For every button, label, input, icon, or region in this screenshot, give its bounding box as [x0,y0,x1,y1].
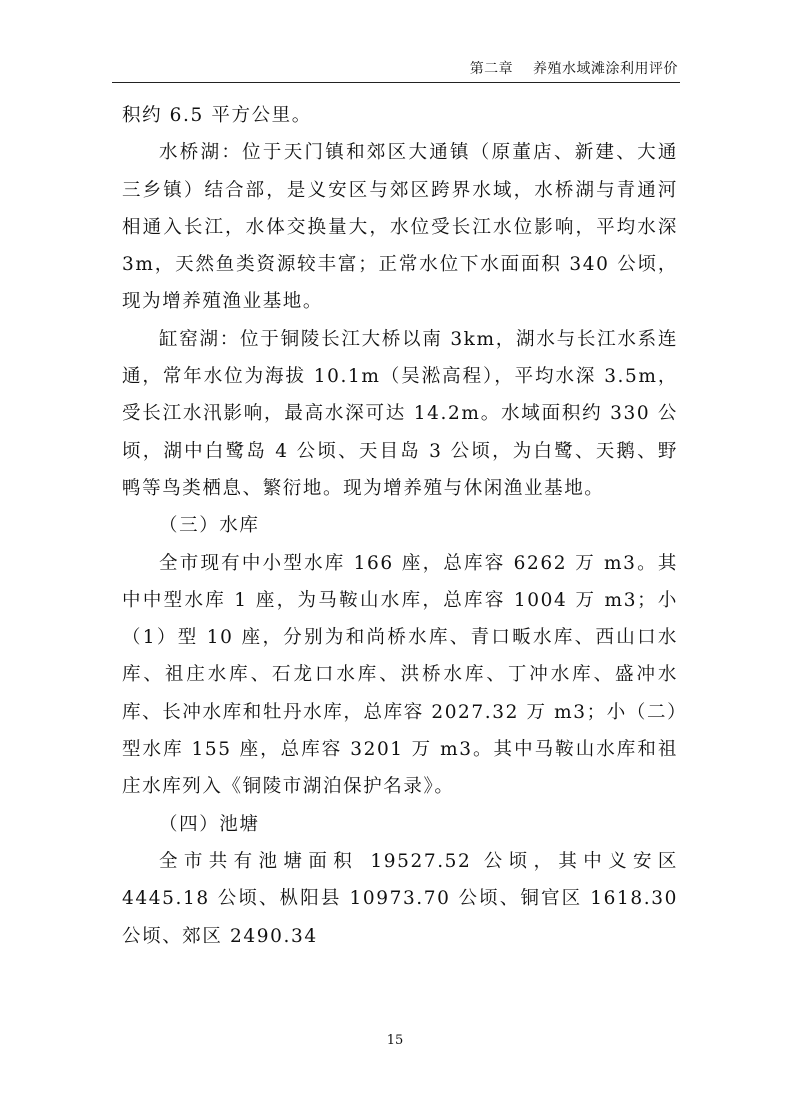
page-number: 15 [386,1033,404,1048]
paragraph-ponds: 全市共有池塘面积 19527.52 公顷，其中义安区 4445.18 公顷、枞阳县 10973.70 公顷、铜官区 1618.30 公顷、郊区 2490.34 [122,850,678,947]
chapter-header: 第二章 养殖水域滩涂利用评价 [469,61,678,77]
paragraph-shuiqiao-lake: 水桥湖：位于天门镇和郊区大通镇（原董店、新建、大通三乡镇）结合部，是义安区与郊区跨界水域，水桥湖与青通河相通入长江，水体交换量大，水位受长江水位影响，平均水深 3m，天然鱼类资源较丰富；正常水位下水面面积 340 公顷，现为增养殖渔业基地。 [122,142,678,313]
section-heading-ponds: （四）池塘 [159,813,260,835]
header-rule [112,82,680,83]
paragraph-continuation: 积约 6.5 平方公里。 [122,105,312,126]
section-heading-reservoirs: （三）水库 [159,515,260,537]
paragraph-reservoirs: 全市现有中小型水库 166 座，总库容 6262 万 m3。其中中型水库 1 座，为马鞍山水库，总库容 1004 万 m3；小（1）型 10 座，分别为和尚桥水库、青口畈水库、西山口水库、祖庄水库、石龙口水库、洪桥水库、丁冲水库、盛冲水库、长冲水库和牡丹水库，总库容 2027.32 万 m3；小（二）型水库 155 座，总库容 3201 万 m3。其中马鞍山水库和祖庄水库列入《铜陵市湖泊保护名录》。 [122,552,678,798]
document-body [122,97,678,955]
paragraph-gangyao-lake: 缸窑湖：位于铜陵长江大桥以南 3km，湖水与长江水系连通，常年水位为海拔 10.1m（吴淞高程），平均水深 3.5m，受长江水汛影响，最高水深可达 14.2m。水域面积约 330 公顷，湖中白鹭岛 4 公顷、天目岛 3 公顷，为白鹭、天鹅、野鸭等鸟类栖息、繁衍地。现为增养殖与休闲渔业基地。 [122,328,678,499]
